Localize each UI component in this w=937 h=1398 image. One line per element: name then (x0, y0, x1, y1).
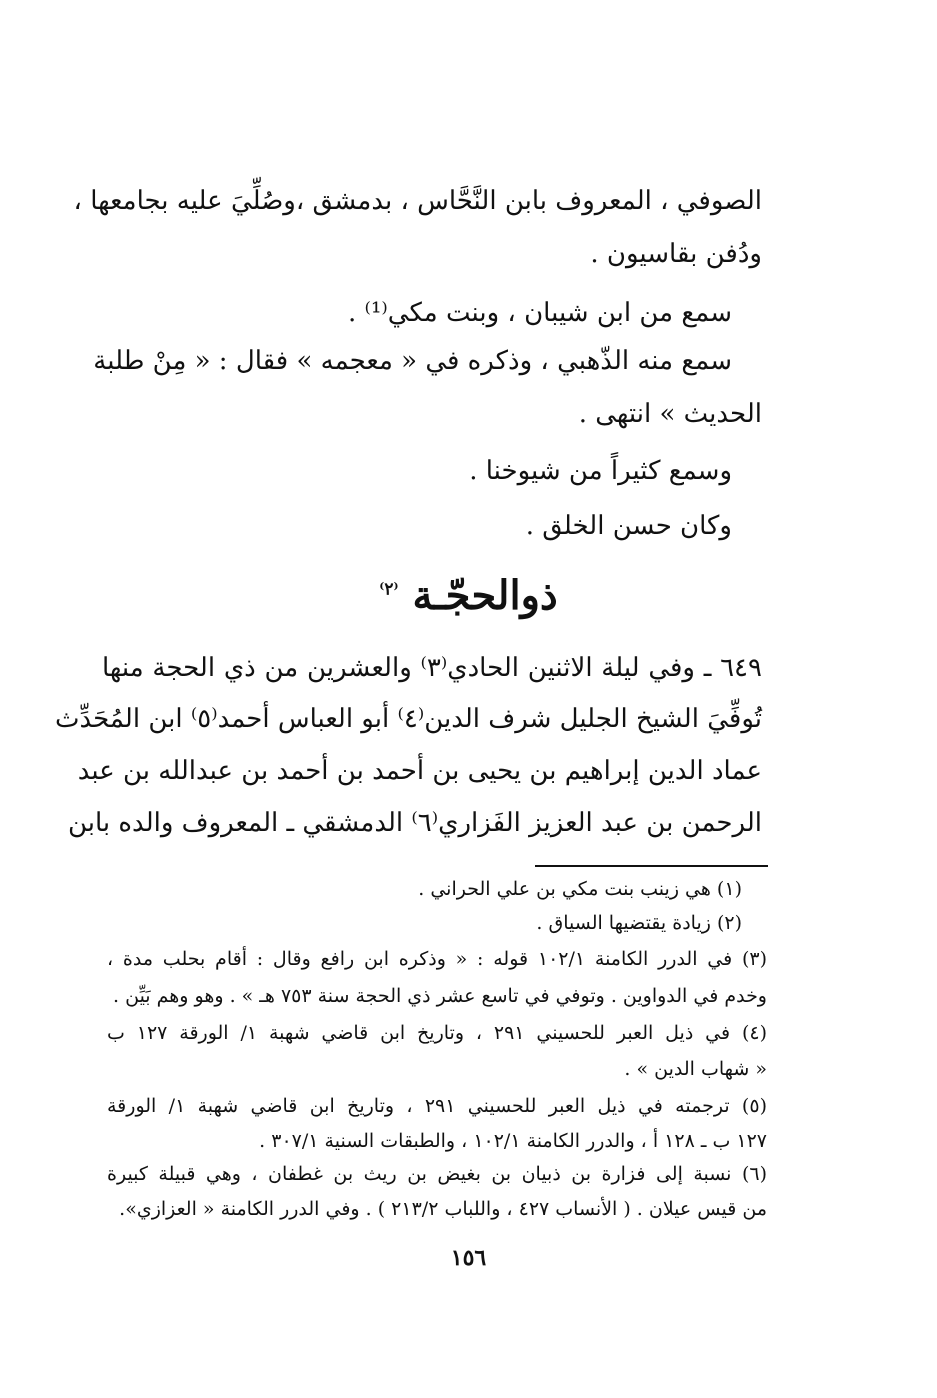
body-text-line: ودُفن بقاسيون . (590, 239, 762, 269)
section-heading (0, 572, 937, 619)
footnote-divider (535, 865, 768, 867)
body-text-line: الصوفي ، المعروف بابن النَّحَّاس ، بدمشق ،وصُلِّيَ عليه بجامعها ، (73, 186, 762, 216)
footnote-line: من قيس عيلان . ( الأنساب ٤٢٧ ، واللباب ٢١٣/٢ ) . وفي الدرر الكامنة « العزازي». (119, 1198, 767, 1220)
footnote-line: (٢) زيادة يقتضيها السياق . (536, 912, 742, 934)
entry-text-line: الرحمن بن عبد العزيز الفَزاري⁽٦⁾ الدمشقي ـ المعروف والده بابن (67, 808, 762, 838)
footnote-line: (٤) في ذيل العبر للحسيني ٢٩١ ، وتاريخ ابن قاضي شهبة ١/ الورقة ١٢٧ ب (107, 1022, 767, 1044)
body-text-line: وكان حسن الخلق . (525, 511, 732, 541)
footnote-line: وخدم في الدواوين . وتوفي في تاسع عشر ذي الحجة سنة ٧٥٣ هـ » . وهو وهم بَيِّن . (113, 985, 767, 1007)
body-text-line: سمع من ابن شيبان ، وبنت مكي⁽¹⁾ . (348, 298, 732, 328)
entry-text-line: ٦٤٩ ـ وفي ليلة الاثنين الحادي⁽٣⁾ والعشرين من ذي الحجة منها (102, 653, 762, 683)
footnote-line: (٣) في الدرر الكامنة ١٠٢/١ قوله : « وذكره ابن رافع وقال : أقام بحلب مدة ، (107, 948, 768, 970)
body-text-line: سمع منه الذّهبي ، وذكره في « معجمه » فقال : « مِنْ طلبة (93, 346, 732, 376)
entry-text-line: تُوفِّيَ الشيخ الجليل شرف الدين⁽٤⁾ أبو العباس أحمد⁽٥⁾ ابن المُحَدِّث (54, 704, 762, 734)
section-heading-title: ذوالحجّـة (412, 572, 558, 619)
footnote-line: (٥) ترجمته في ذيل العبر للحسيني ٢٩١ ، وتاريخ ابن قاضي شهبة ١/ الورقة (107, 1095, 767, 1117)
footnote-line: ١٢٧ ب ـ ١٢٨ أ ، والدرر الكامنة ١٠٢/١ ، والطبقات السنية ٣٠٧/١ . (259, 1130, 767, 1152)
body-text-line: الحديث » انتهى . (578, 399, 762, 429)
footnote-line: (٦) نسبة إلى فزارة بن ذبيان بن بغيض بن ريث بن غطفان ، وهي قبيلة كبيرة (107, 1163, 767, 1185)
section-heading-note-ref: ⁽٢⁾ (379, 579, 399, 600)
body-text-line: وسمع كثيراً من شيوخنا . (469, 456, 732, 486)
footnote-line: « شهاب الدين » . (624, 1058, 767, 1080)
page-number: ١٥٦ (450, 1245, 487, 1271)
footnote-line: (١) هي زينب بنت مكي بن علي الحراني . (418, 878, 742, 900)
entry-text-line: عماد الدين إبراهيم بن يحيى بن أحمد بن أحمد بن عبدالله بن عبد (77, 756, 762, 786)
